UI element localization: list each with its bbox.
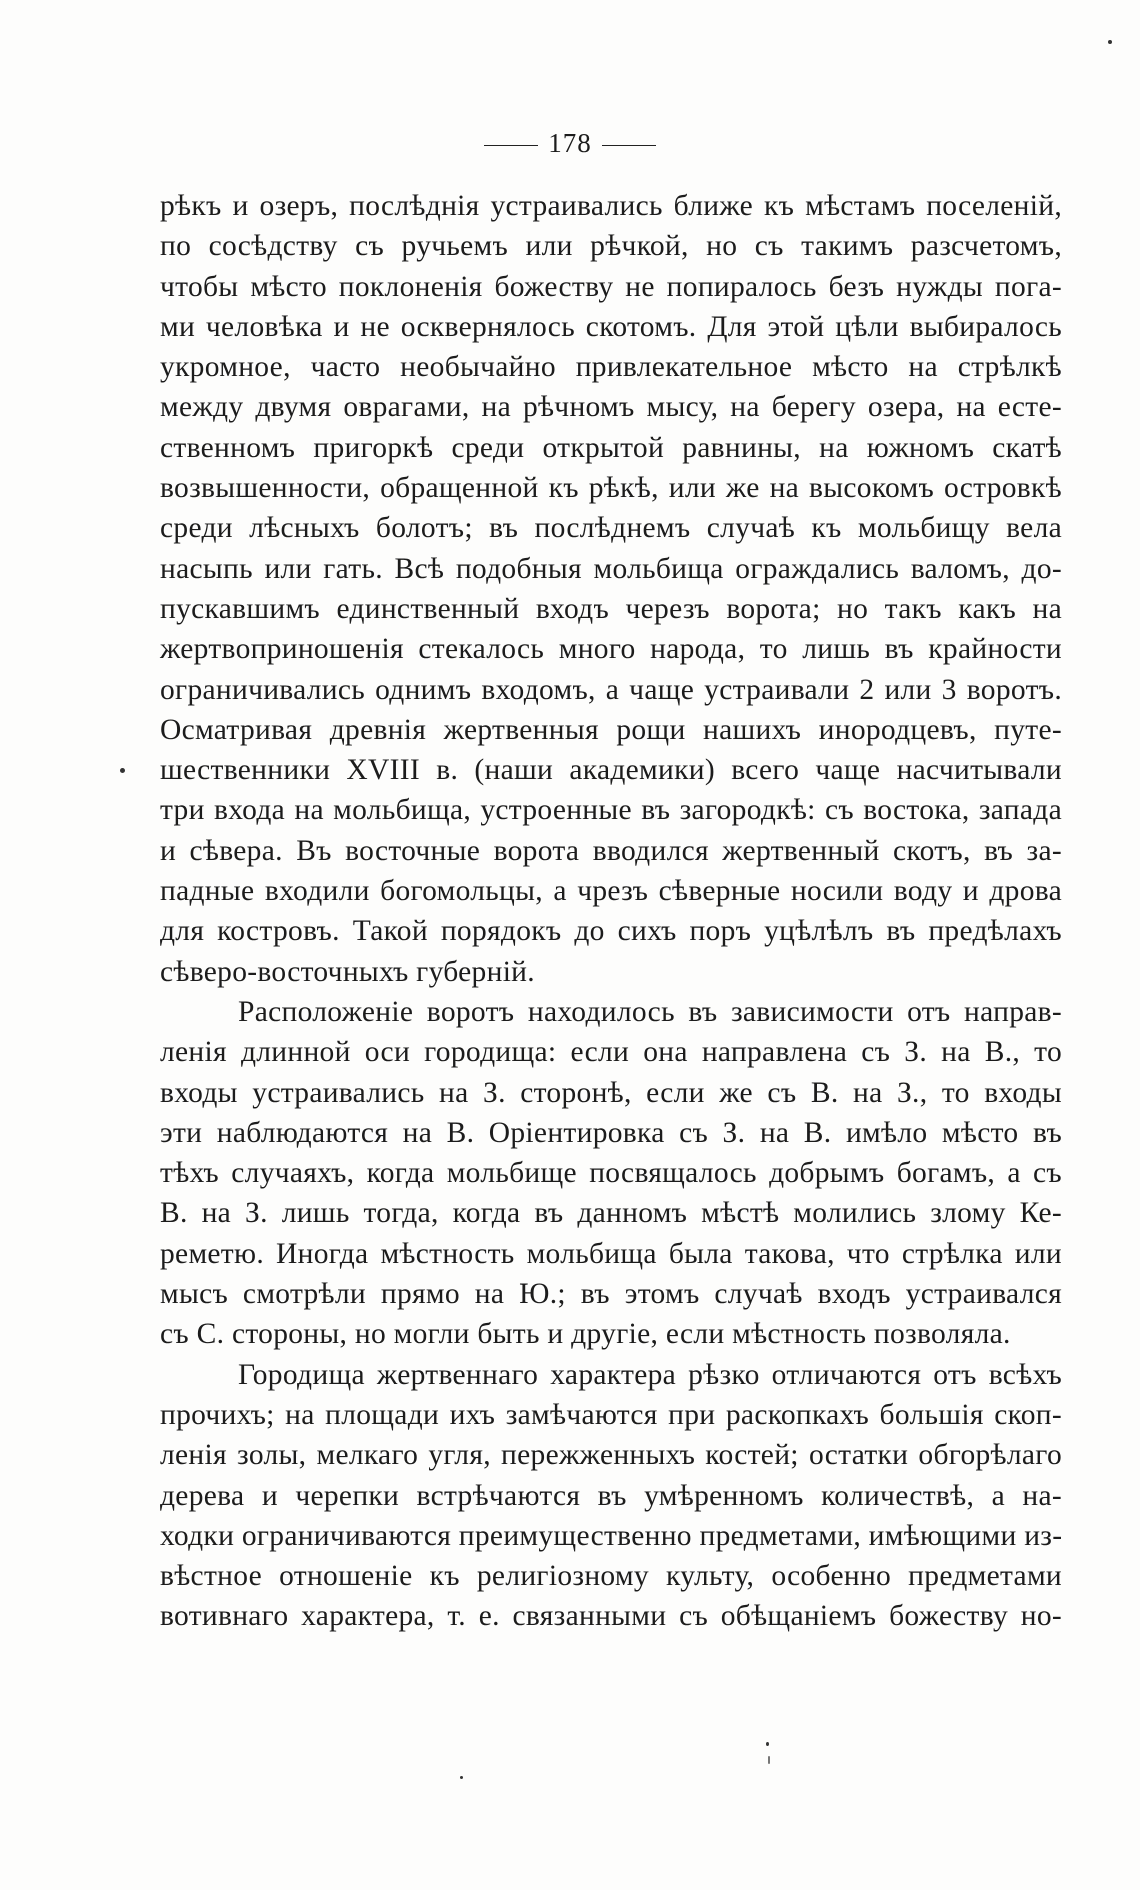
text-line: тѣхъ случаяхъ, когда мольбище посвящалось добрымъ богамъ, а съ [160, 1157, 1062, 1190]
text-line: насыпь или гать. Всѣ подобныя мольбища ограждались валомъ, до- [160, 552, 1062, 585]
text-line: реметю. Иногда мѣстность мольбища была такова, что стрѣлка или [160, 1237, 1062, 1270]
text-line: вѣстное отношеніе къ религіозному культу, особенно предметами [160, 1560, 1062, 1593]
paragraph-start-line: Городища жертвеннаго характера рѣзко отличаются отъ всѣхъ [238, 1358, 1062, 1391]
page-number: 178 [548, 128, 592, 158]
text-line: Осматривая древнія жертвенныя рощи нашихъ инородцевъ, путе- [160, 713, 1062, 746]
text-line: три входа на мольбища, устроенные въ загородкѣ: съ востока, запада [160, 794, 1062, 827]
text-line: мысъ смотрѣли прямо на Ю.; въ этомъ случаѣ входъ устраивался [160, 1278, 1062, 1311]
text-line: между двумя оврагами, на рѣчномъ мысу, на берегу озера, на есте- [160, 391, 1062, 424]
text-line: падные входили богомольцы, а чрезъ сѣверные носили воду и дрова [160, 875, 1062, 908]
text-line: дерева и черепки встрѣчаются въ умѣренномъ количествѣ, а на- [160, 1479, 1062, 1512]
text-line: съ С. стороны, но могли быть и другіе, если мѣстность позволяла. [160, 1318, 1011, 1351]
text-line: ленія длинной оси городища: если она направлена съ З. на В., то [160, 1036, 1062, 1069]
left-rule [484, 145, 538, 146]
text-line: укромное, часто необычайно привлекательное мѣсто на стрѣлкѣ [160, 351, 1062, 384]
page-number-header [0, 128, 1140, 159]
scan-speck [768, 1756, 770, 1764]
text-line: для костровъ. Такой порядокъ до сихъ поръ уцѣлѣлъ въ предѣлахъ [160, 915, 1062, 948]
text-line: эти наблюдаются на В. Оріентировка съ З. на В. имѣло мѣсто въ [160, 1116, 1062, 1149]
scan-speck [120, 768, 125, 773]
right-rule [602, 145, 656, 146]
text-line: жертвоприношенія стекалось много народа, то лишь въ крайности [160, 633, 1062, 666]
text-line: ленія золы, мелкаго угля, пережженныхъ костей; остатки обгорѣлаго [160, 1439, 1062, 1472]
text-line: шественники XVIII в. (наши академики) всего чаще насчитывали [160, 754, 1062, 787]
text-line: входы устраивались на З. сторонѣ, если же съ В. на З., то входы [160, 1076, 1062, 1109]
scan-speck [766, 1742, 769, 1746]
text-line: вотивнаго характера, т. е. связанными съ обѣщаніемъ божеству но- [160, 1600, 1062, 1633]
text-line: ограничивались однимъ входомъ, а чаще устраивали 2 или 3 воротъ. [160, 673, 1062, 706]
text-line: рѣкъ и озеръ, послѣднія устраивались ближе къ мѣстамъ поселеній, [160, 190, 1062, 222]
paragraph-start-line: Расположеніе воротъ находилось въ зависимости отъ направ- [238, 995, 1062, 1028]
text-line: прочихъ; на площади ихъ замѣчаются при раскопкахъ большія скоп- [160, 1398, 1062, 1431]
text-line: возвышенности, обращенной къ рѣкѣ, или же на высокомъ островкѣ [160, 472, 1062, 505]
text-line: ходки ограничиваются преимущественно предметами, имѣющими из- [160, 1519, 1063, 1552]
text-line: ственномъ пригоркѣ среди открытой равнины, на южномъ скатѣ [160, 431, 1062, 464]
text-line: ми человѣка и не осквернялось скотомъ. Для этой цѣли выбиралось [160, 310, 1062, 343]
text-line: сѣверо-восточныхъ губерній. [160, 955, 535, 988]
scan-speck [460, 1776, 463, 1779]
text-line: и сѣвера. Въ восточные ворота вводился жертвенный скотъ, въ за- [160, 834, 1062, 867]
scan-speck [1108, 40, 1112, 44]
text-line: среди лѣсныхъ болотъ; въ послѣднемъ случаѣ къ мольбищу вела [160, 512, 1062, 545]
text-line: по сосѣдству съ ручьемъ или рѣчкой, но съ такимъ разсчетомъ, [160, 230, 1062, 263]
text-line: чтобы мѣсто поклоненія божеству не попиралось безъ нужды пога- [160, 270, 1062, 303]
text-line: В. на З. лишь тогда, когда въ данномъ мѣстѣ молились злому Ке- [160, 1197, 1062, 1230]
text-line: пускавшимъ единственный входъ черезъ ворота; но такъ какъ на [160, 592, 1062, 625]
body-text [160, 186, 1062, 1637]
